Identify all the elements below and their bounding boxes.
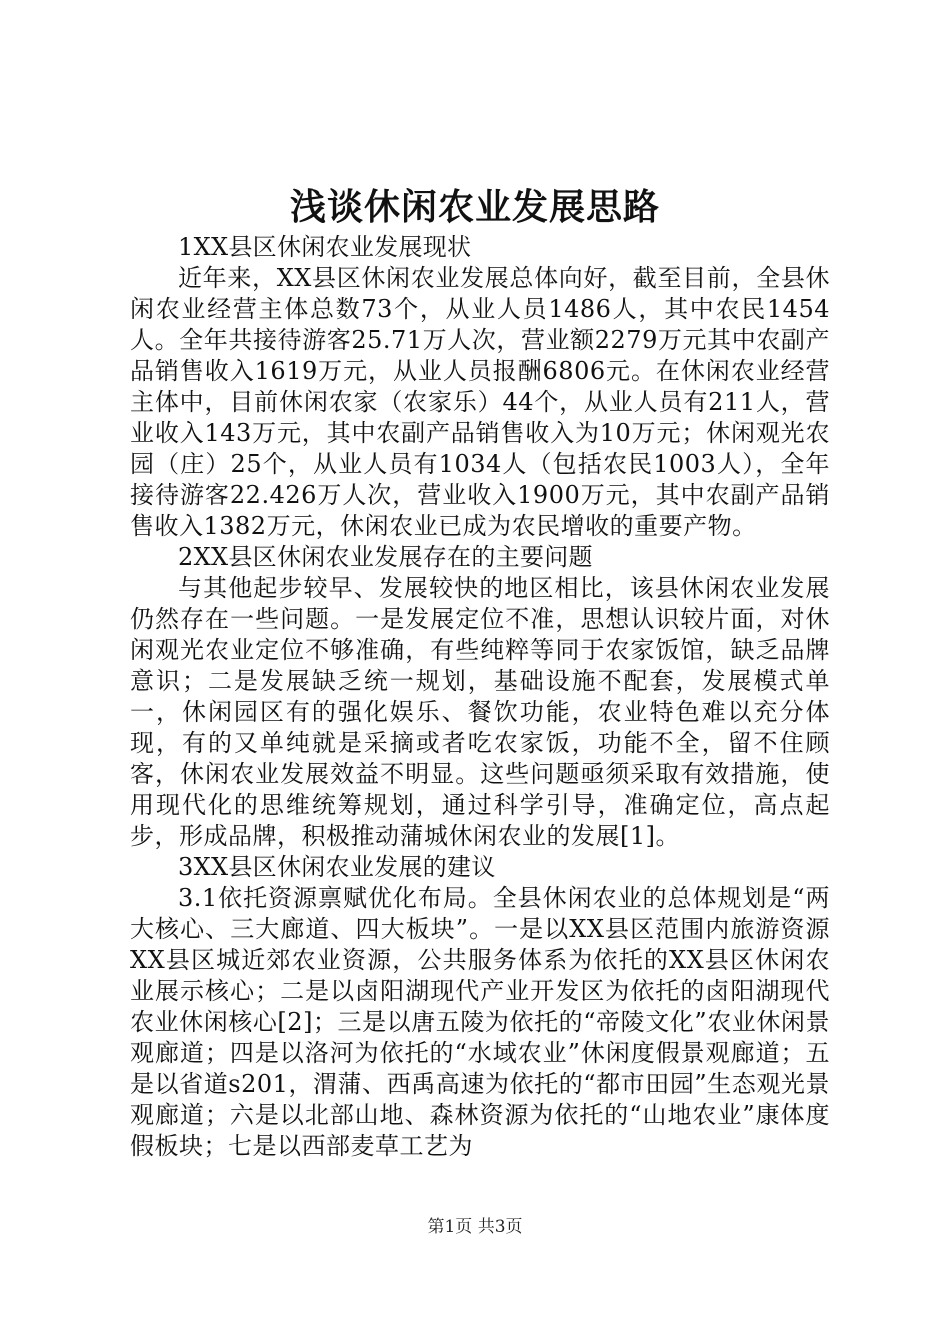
section-paragraph-3: 3.1依托资源禀赋优化布局。全县休闲农业的总体规划是“两大核心、三大廊道、四大板块”。一是以XX县区范围内旅游资源XX县区城近郊农业资源，公共服务体系为依托的XX县区休闲农业展示核心；二是以卤阳湖现代产业开发区为依托的卤阳湖现代农业休闲核心[2]；三是以唐五陵为依托的“帝陵文化”农业休闲景观廊道；四是以洛河为依托的“水域农业”休闲度假景观廊道；五是以省道s201，渭蒲、西禹高速为依托的“都市田园”生态观光景观廊道；六是以北部山地、森林资源为依托的“山地农业”康体度假板块；七是以西部麦草工艺为 — [130, 884, 830, 1160]
section-heading-3: 3XX县区休闲农业发展的建议 — [178, 853, 496, 881]
section-paragraph-2: 与其他起步较早、发展较快的地区相比，该县休闲农业发展仍然存在一些问题。一是发展定位不准，思想认识较片面，对休闲观光农业定位不够准确，有些纯粹等同于农家饭馆，缺乏品牌意识；二是发展缺乏统一规划，基础设施不配套，发展模式单一，休闲园区有的强化娱乐、餐饮功能，农业特色难以充分体现，有的又单纯就是采摘或者吃农家饭，功能不全，留不住顾客，休闲农业发展效益不明显。这些问题亟须采取有效措施，使用现代化的思维统筹规划，通过科学引导，准确定位，高点起步，形成品牌，积极推动蒲城休闲农业的发展[1]。 — [130, 574, 830, 850]
document-title: 浅谈休闲农业发展思路 — [289, 187, 660, 228]
section-heading-1: 1XX县区休闲农业发展现状 — [178, 233, 472, 261]
page-footer: 第1页 共3页 — [427, 1217, 523, 1237]
section-heading-2: 2XX县区休闲农业发展存在的主要问题 — [178, 543, 593, 571]
document-body — [130, 232, 830, 1162]
section-paragraph-1: 近年来，XX县区休闲农业发展总体向好，截至目前，全县休闲农业经营主体总数73个，从业人员1486人，其中农民1454人。全年共接待游客25.71万人次，营业额2279万元其中农副产品销售收入1619万元，从业人员报酬6806元。在休闲农业经营主体中，目前休闲农家（农家乐）44个，从业人员有211人，营业收入143万元，其中农副产品销售收入为10万元；休闲观光农园（庄）25个，从业人员有1034人（包括农民1003人），全年接待游客22.426万人次，营业收入1900万元，其中农副产品销售收入1382万元，休闲农业已成为农民增收的重要产物。 — [130, 264, 830, 540]
